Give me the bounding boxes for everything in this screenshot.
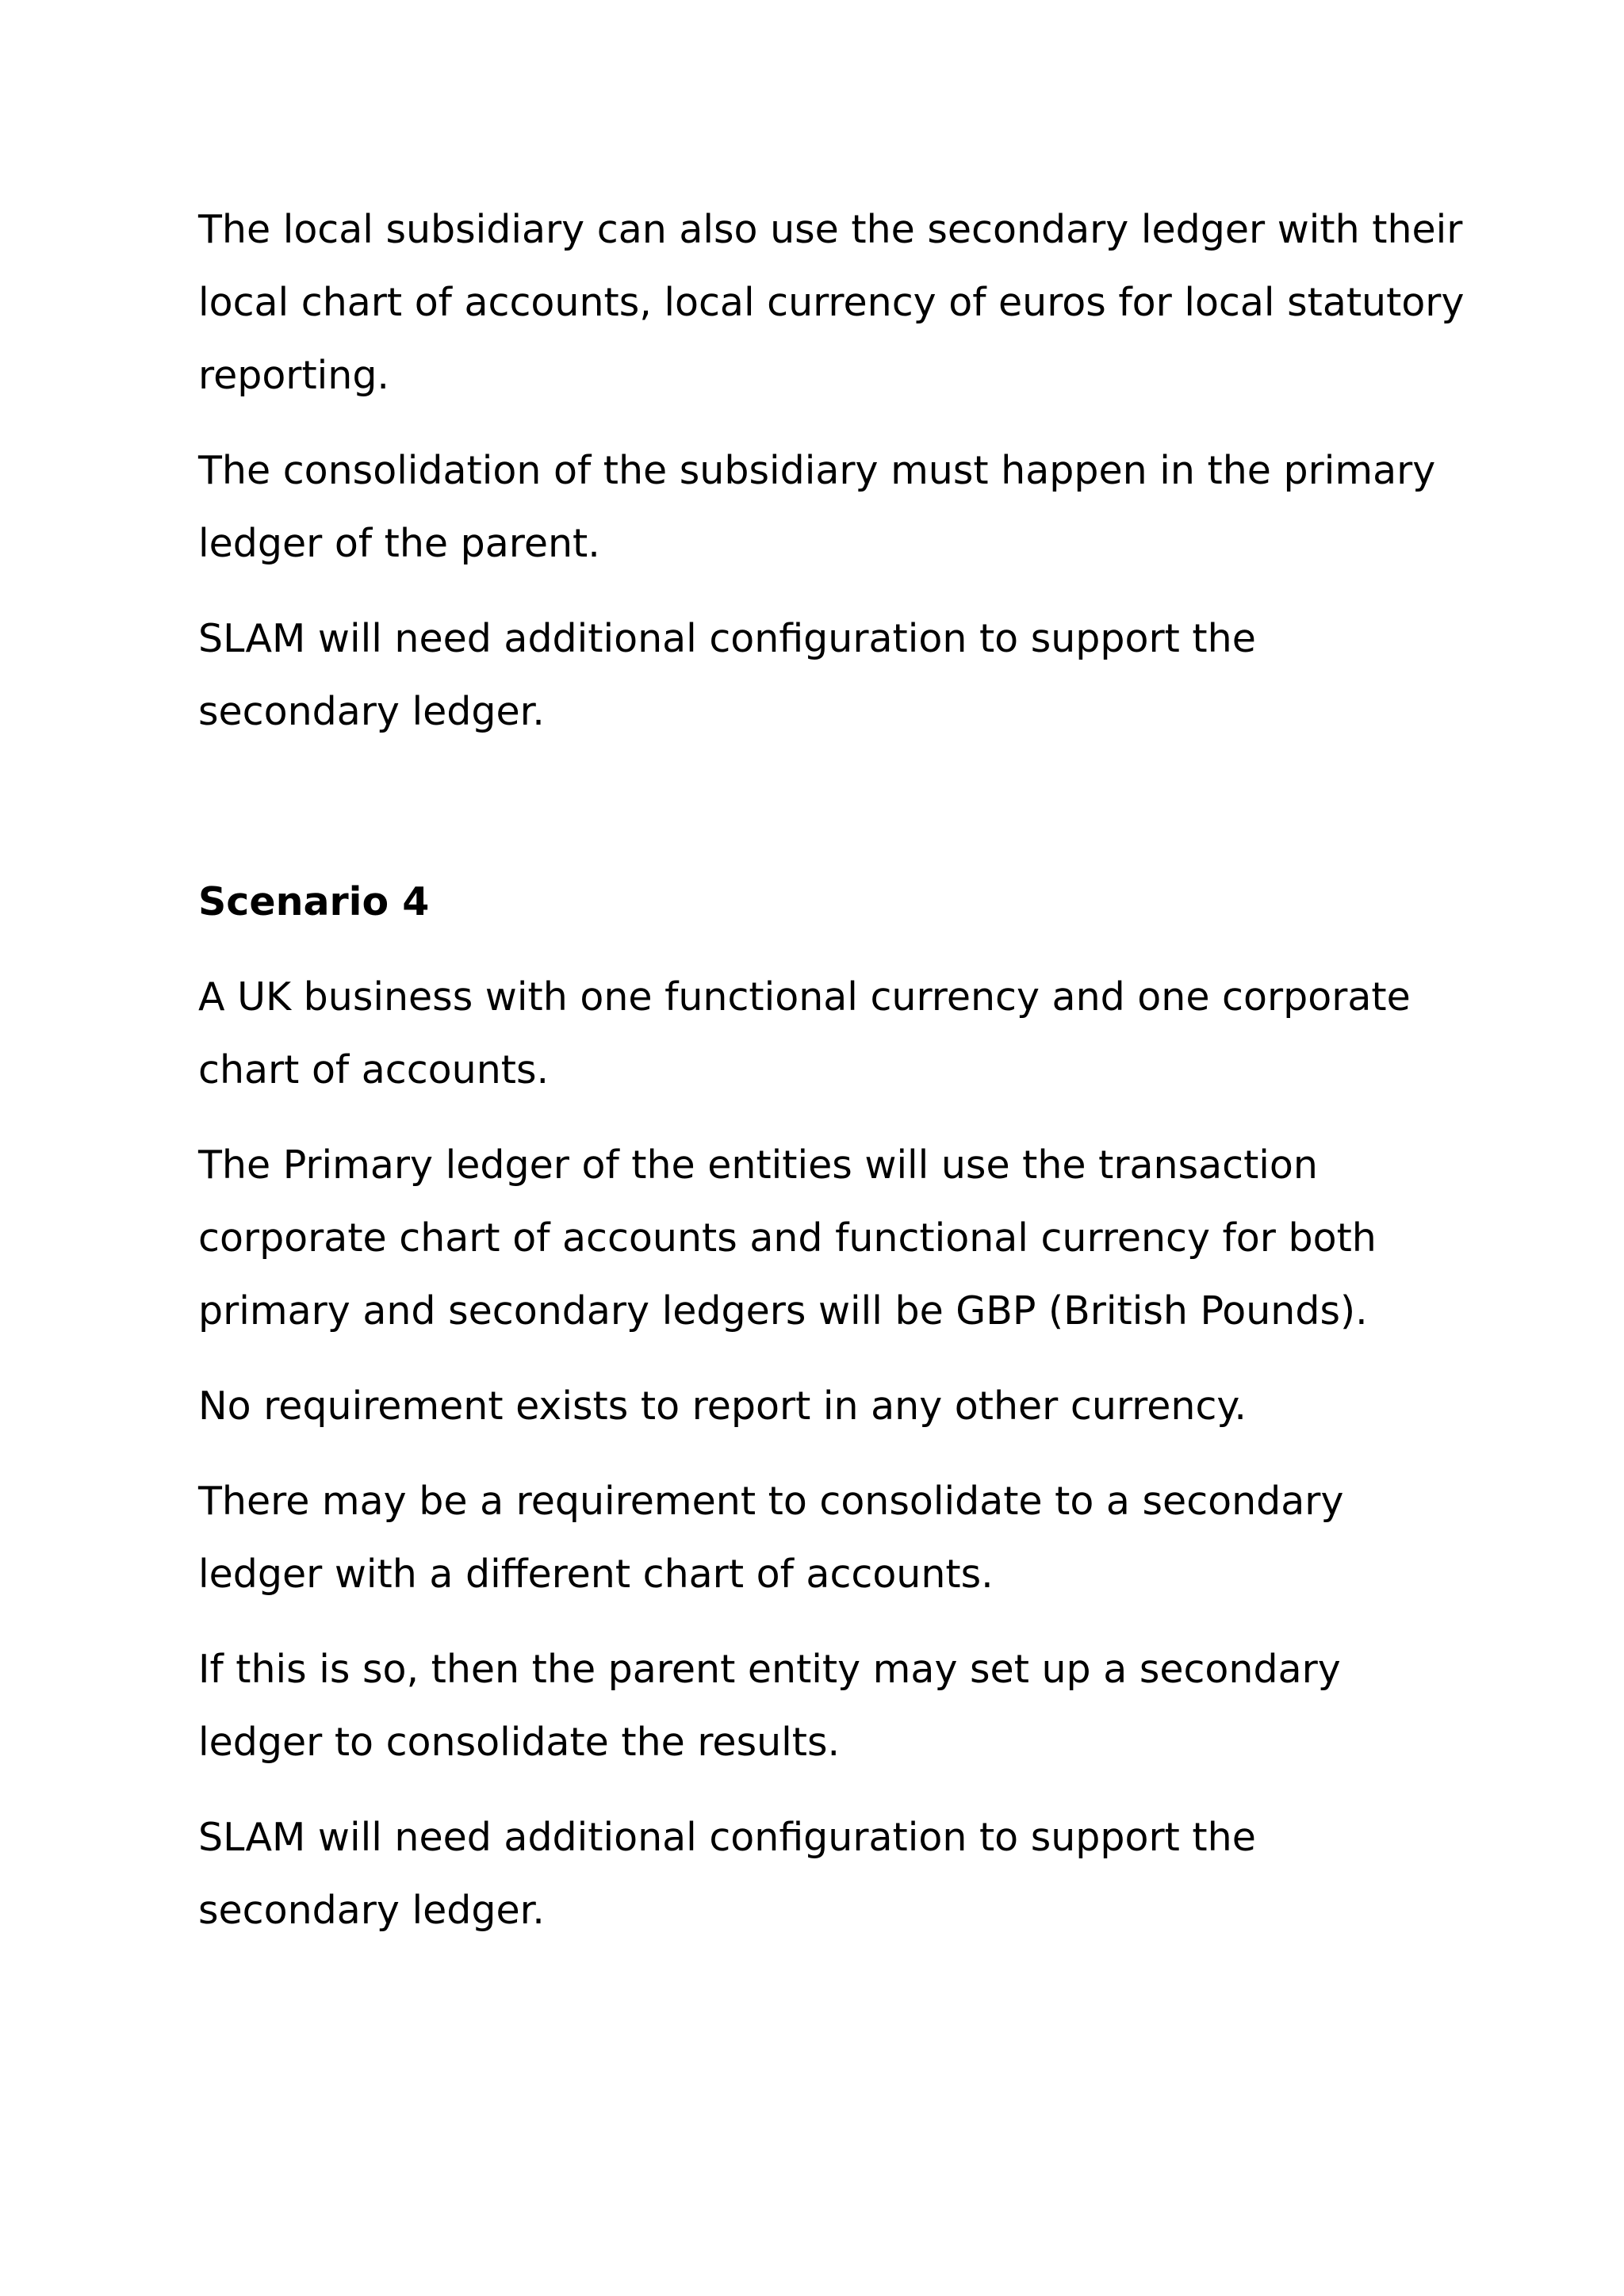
- paragraph-uk-business: A UK business with one functional currency and one corporate chart of accounts.: [198, 974, 1411, 1093]
- paragraph-parent-entity: If this is so, then the parent entity may set up a secondary ledger to consolidate the results.: [198, 1647, 1341, 1765]
- scenario-4-heading: Scenario 4: [198, 879, 430, 924]
- paragraph-slam-config-2: SLAM will need additional configuration to support the secondary ledger.: [198, 1815, 1256, 1933]
- section-spacer: [198, 771, 1467, 866]
- paragraph-primary-ledger: The Primary ledger of the entities will use the transaction corporate chart of accounts and functional currency for both primary and secondary ledgers will be GBP (British Pounds).: [198, 1142, 1377, 1334]
- paragraph-consolidate-secondary: There may be a requirement to consolidate to a secondary ledger with a different chart of accounts.: [198, 1479, 1344, 1597]
- paragraph-slam-config: SLAM will need additional configuration to support the secondary ledger.: [198, 616, 1256, 734]
- document-body: [198, 193, 1467, 1947]
- paragraph-local-subsidiary: The local subsidiary can also use the secondary ledger with their local chart of accounts, local currency of euros for local statutory reporting.: [198, 207, 1465, 398]
- paragraph-no-requirement: No requirement exists to report in any other currency.: [198, 1383, 1247, 1429]
- paragraph-consolidation: The consolidation of the subsidiary must happen in the primary ledger of the parent.: [198, 448, 1436, 566]
